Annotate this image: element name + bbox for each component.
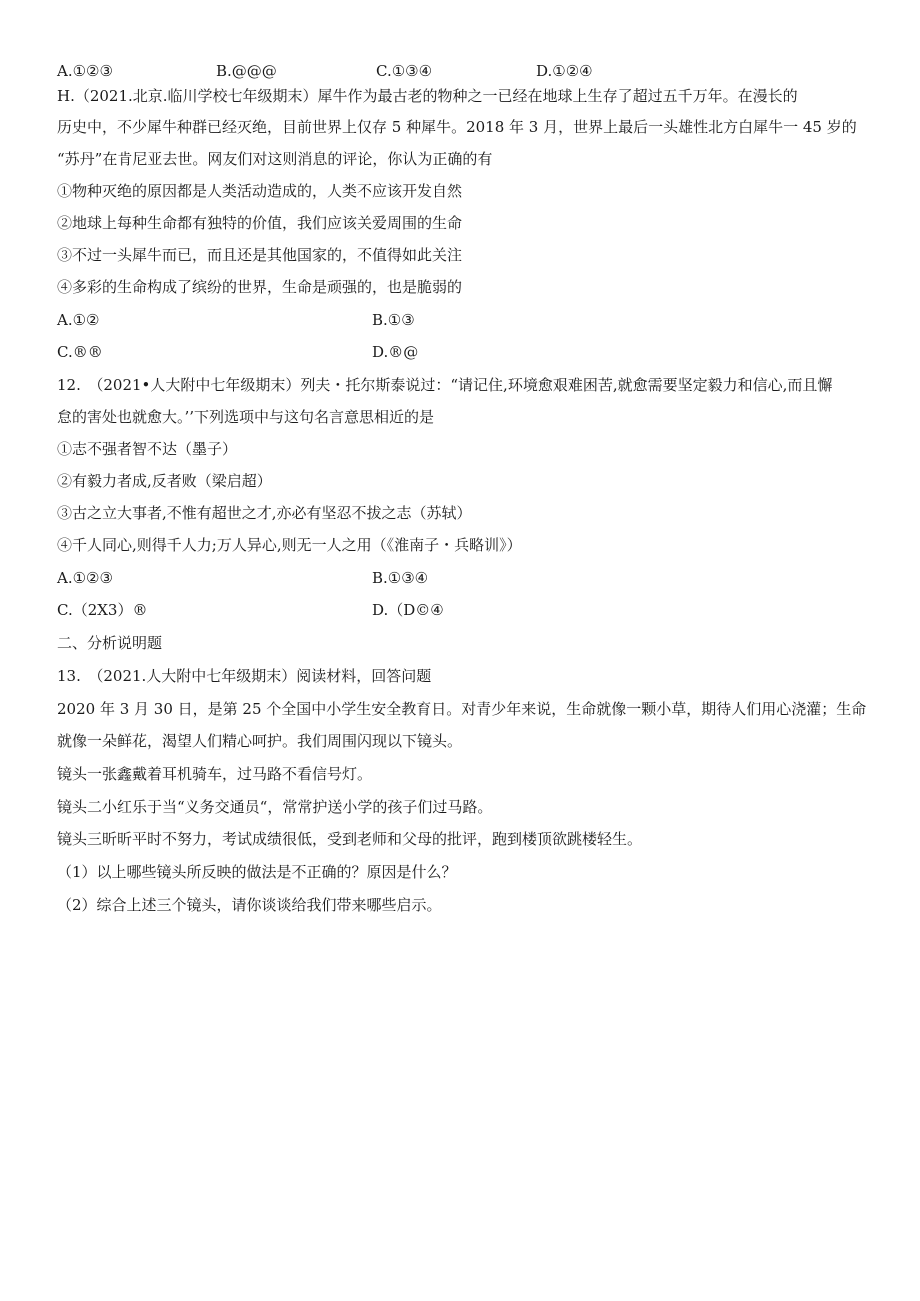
q13-stem: 13. （2021.人大附中七年级期末）阅读材料，回答问题 (57, 667, 432, 685)
q12-item-3: ③古之立大事者,不惟有超世之才,亦必有坚忍不拔之志（苏轼） (57, 504, 472, 522)
q11-item-3: ③不过一头犀牛而已，而且还是其他国家的，不值得如此关注 (57, 246, 463, 264)
q12-stem-line-2: 怠的害处也就愈大。’’下列选项中与这句名言意思相近的是 (57, 408, 435, 426)
q10-option-d: D.①②④ (536, 62, 593, 80)
q10-option-b: B.@@@ (216, 62, 277, 80)
q12-item-1: ①志不强者智不达（墨子） (57, 440, 238, 458)
q11-item-1: ①物种灭绝的原因都是人类活动造成的，人类不应该开发自然 (57, 182, 463, 200)
q11-item-4: ④多彩的生命构成了缤纷的世界，生命是顽强的，也是脆弱的 (57, 278, 463, 296)
q11-option-c: C.®® (57, 343, 103, 361)
q13-paragraph-line-2: 就像一朵鲜花，渴望人们精心呵护。我们周围闪现以下镜头。 (57, 732, 463, 750)
q11-stem-line-1: H.（2021.北京.临川学校七年级期末）犀牛作为最古老的物种之一已经在地球上生存了超过五千万年。在漫长的 (57, 87, 798, 105)
q12-option-d: D.（D©④ (372, 601, 444, 619)
q11-stem-line-2: 历史中，不少犀牛种群已经灭绝，目前世界上仅存 5 种犀牛。2018 年 3 月，世界上最后一头雄性北方白犀牛一 45 岁的 (57, 118, 857, 136)
q10-option-c: C.①③④ (376, 62, 433, 80)
q11-item-2: ②地球上每种生命都有独特的价值，我们应该关爱周围的生命 (57, 214, 463, 232)
q13-subquestion-1: （1）以上哪些镜头所反映的做法是不正确的？原因是什么？ (57, 863, 457, 881)
q13-shot-2: 镜头二小红乐于当“义务交通员“，常常护送小学的孩子们过马路。 (57, 798, 493, 816)
q12-option-a: A.①②③ (57, 569, 113, 587)
q13-shot-3: 镜头三昕昕平时不努力，考试成绩很低，受到老师和父母的批评，跑到楼顶欲跳楼轻生。 (57, 830, 643, 848)
q12-option-b: B.①③④ (372, 569, 429, 587)
q12-item-4: ④千人同心,则得千人力;万人异心,则无一人之用（《淮南子・兵略训》） (57, 536, 522, 554)
q11-option-a: A.①② (57, 311, 100, 329)
q11-option-b: B.①③ (372, 311, 415, 329)
q11-stem-line-3: “苏丹”在肯尼亚去世。网友们对这则消息的评论，你认为正确的有 (57, 150, 493, 168)
q13-shot-1: 镜头一张鑫戴着耳机骑车，过马路不看信号灯。 (57, 765, 373, 783)
q13-subquestion-2: （2）综合上述三个镜头，请你谈谈给我们带来哪些启示。 (57, 896, 442, 914)
section-heading: 二、分析说明题 (57, 634, 163, 652)
q12-stem-line-1: 12. （2021•人大附中七年级期末）列夫・托尔斯泰说过：“请记住,环境愈艰难困苦,就愈需要坚定毅力和信心,而且懈 (57, 376, 833, 394)
q10-option-a: A.①②③ (57, 62, 113, 80)
q12-option-c: C.（2X3）® (57, 601, 148, 619)
q11-option-d: D.®@ (372, 343, 419, 361)
q12-item-2: ②有毅力者成,反者败（梁启超） (57, 472, 272, 490)
q13-paragraph-line-1: 2020 年 3 月 30 日，是第 25 个全国中小学生安全教育日。对青少年来说，生命就像一颗小草，期待人们用心浇灌；生命 (57, 700, 867, 718)
